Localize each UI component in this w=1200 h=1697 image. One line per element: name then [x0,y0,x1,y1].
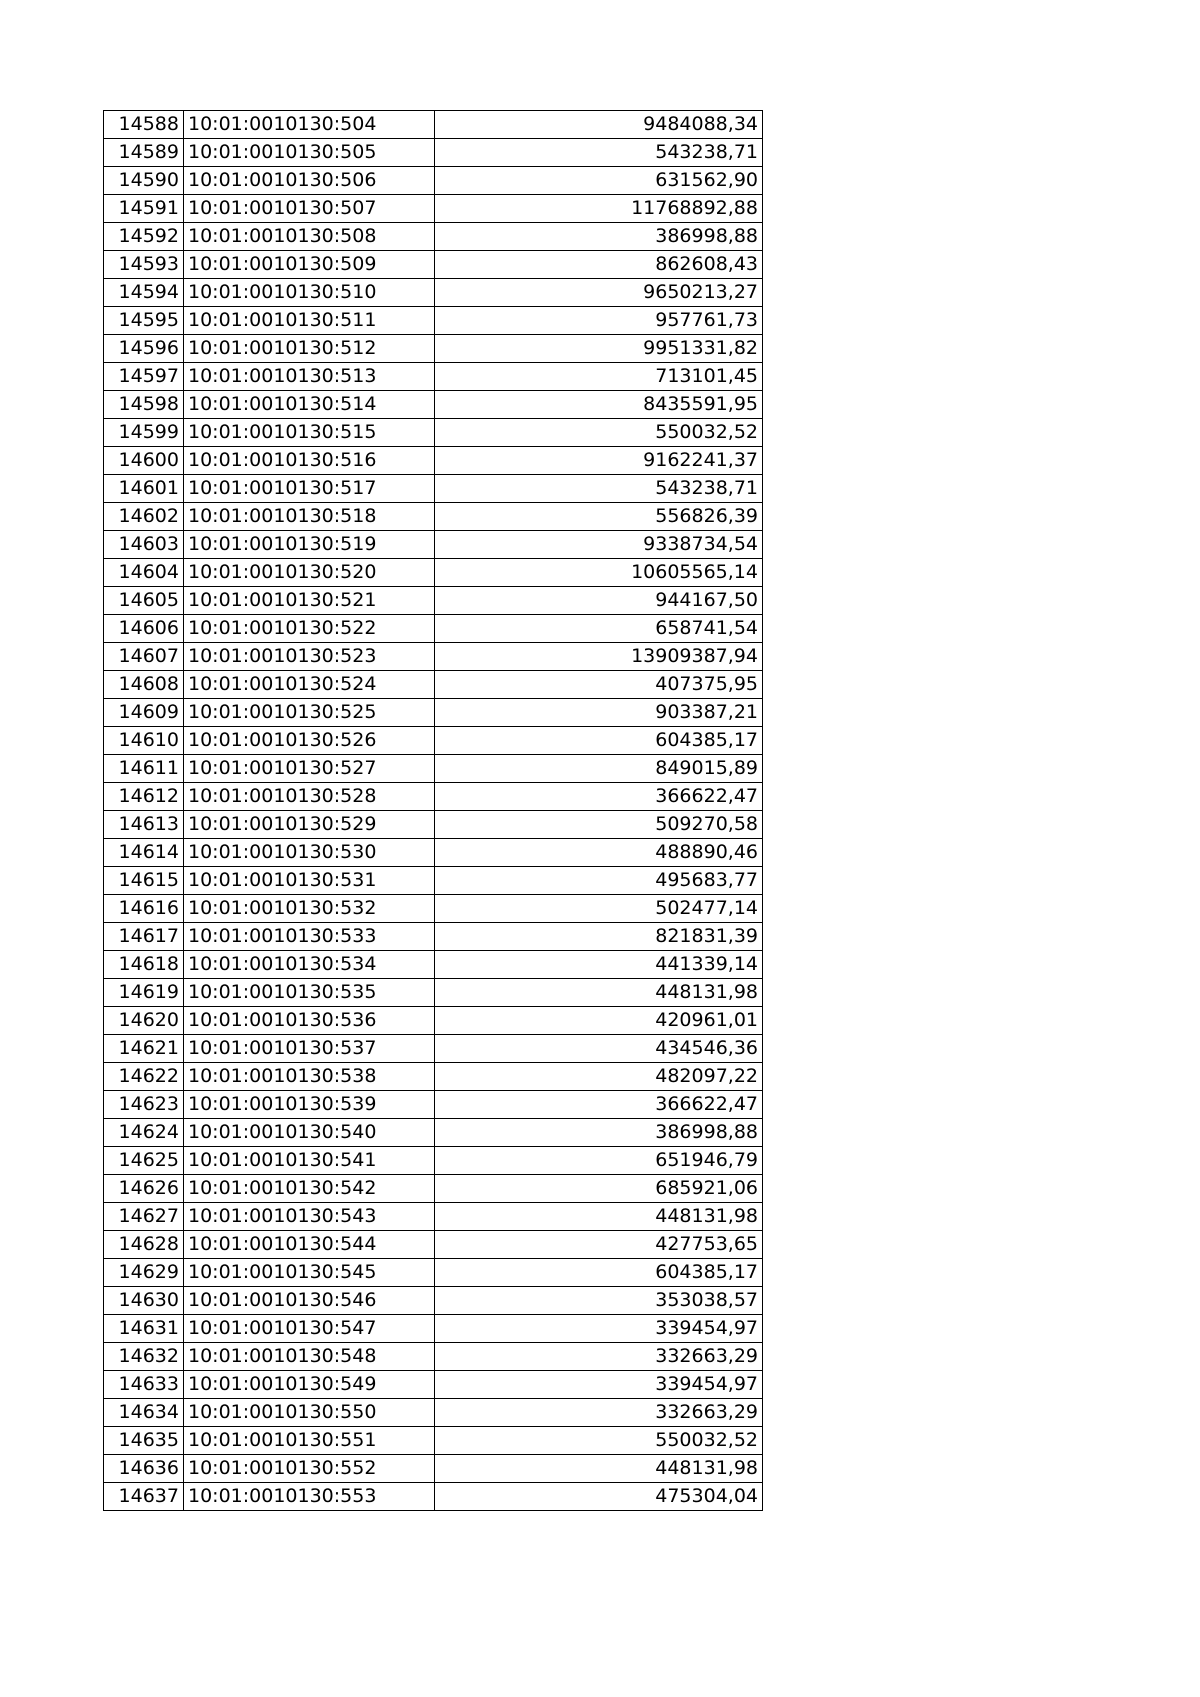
row-number-cell: 14636 [104,1455,184,1483]
table-row [104,979,763,1007]
row-number-cell: 14626 [104,1175,184,1203]
cadastral-number-cell: 10:01:0010130:538 [184,1063,435,1091]
table-body [104,111,763,1511]
value-cell: 407375,95 [435,671,763,699]
value-cell: 604385,17 [435,727,763,755]
row-number-cell: 14630 [104,1287,184,1315]
cadastral-number-cell: 10:01:0010130:532 [184,895,435,923]
cadastral-number-cell: 10:01:0010130:509 [184,251,435,279]
value-cell: 475304,04 [435,1483,763,1511]
row-number-cell: 14623 [104,1091,184,1119]
table-row [104,1203,763,1231]
cadastral-number-cell: 10:01:0010130:507 [184,195,435,223]
cadastral-number-cell: 10:01:0010130:516 [184,447,435,475]
value-cell: 332663,29 [435,1343,763,1371]
cadastral-number-cell: 10:01:0010130:551 [184,1427,435,1455]
cadastral-number-cell: 10:01:0010130:546 [184,1287,435,1315]
cadastral-number-cell: 10:01:0010130:539 [184,1091,435,1119]
row-number-cell: 14621 [104,1035,184,1063]
table-row [104,727,763,755]
row-number-cell: 14599 [104,419,184,447]
cadastral-number-cell: 10:01:0010130:545 [184,1259,435,1287]
cadastral-number-cell: 10:01:0010130:527 [184,755,435,783]
table-row [104,475,763,503]
table-row [104,391,763,419]
value-cell: 543238,71 [435,139,763,167]
cadastral-number-cell: 10:01:0010130:510 [184,279,435,307]
table-row [104,587,763,615]
row-number-cell: 14600 [104,447,184,475]
cadastral-number-cell: 10:01:0010130:517 [184,475,435,503]
table-row [104,643,763,671]
table-row [104,447,763,475]
row-number-cell: 14589 [104,139,184,167]
row-number-cell: 14632 [104,1343,184,1371]
row-number-cell: 14591 [104,195,184,223]
row-number-cell: 14610 [104,727,184,755]
table-row [104,783,763,811]
value-cell: 821831,39 [435,923,763,951]
row-number-cell: 14597 [104,363,184,391]
row-number-cell: 14602 [104,503,184,531]
cadastral-number-cell: 10:01:0010130:514 [184,391,435,419]
row-number-cell: 14634 [104,1399,184,1427]
value-cell: 957761,73 [435,307,763,335]
cadastral-number-cell: 10:01:0010130:533 [184,923,435,951]
value-cell: 495683,77 [435,867,763,895]
row-number-cell: 14595 [104,307,184,335]
row-number-cell: 14616 [104,895,184,923]
row-number-cell: 14604 [104,559,184,587]
row-number-cell: 14618 [104,951,184,979]
value-cell: 366622,47 [435,1091,763,1119]
value-cell: 651946,79 [435,1147,763,1175]
value-cell: 488890,46 [435,839,763,867]
table-row [104,559,763,587]
cadastral-number-cell: 10:01:0010130:536 [184,1007,435,1035]
table-row [104,139,763,167]
cadastral-number-cell: 10:01:0010130:553 [184,1483,435,1511]
row-number-cell: 14607 [104,643,184,671]
value-cell: 9650213,27 [435,279,763,307]
table-row [104,1007,763,1035]
row-number-cell: 14594 [104,279,184,307]
cadastral-number-cell: 10:01:0010130:547 [184,1315,435,1343]
value-cell: 9338734,54 [435,531,763,559]
value-cell: 550032,52 [435,1427,763,1455]
table-row [104,1371,763,1399]
value-cell: 386998,88 [435,223,763,251]
cadastral-number-cell: 10:01:0010130:537 [184,1035,435,1063]
table-row [104,1259,763,1287]
table-row [104,1147,763,1175]
row-number-cell: 14619 [104,979,184,1007]
cadastral-number-cell: 10:01:0010130:523 [184,643,435,671]
value-cell: 420961,01 [435,1007,763,1035]
cadastral-number-cell: 10:01:0010130:531 [184,867,435,895]
table-row [104,671,763,699]
cadastral-number-cell: 10:01:0010130:518 [184,503,435,531]
cadastral-number-cell: 10:01:0010130:512 [184,335,435,363]
cadastral-number-cell: 10:01:0010130:511 [184,307,435,335]
row-number-cell: 14615 [104,867,184,895]
table-row [104,195,763,223]
value-cell: 903387,21 [435,699,763,727]
value-cell: 448131,98 [435,1203,763,1231]
value-cell: 332663,29 [435,1399,763,1427]
cadastral-number-cell: 10:01:0010130:506 [184,167,435,195]
row-number-cell: 14617 [104,923,184,951]
value-cell: 944167,50 [435,587,763,615]
cadastral-number-cell: 10:01:0010130:528 [184,783,435,811]
row-number-cell: 14637 [104,1483,184,1511]
value-cell: 339454,97 [435,1371,763,1399]
value-cell: 9484088,34 [435,111,763,139]
table-row [104,419,763,447]
table-row [104,1399,763,1427]
row-number-cell: 14609 [104,699,184,727]
cadastral-number-cell: 10:01:0010130:535 [184,979,435,1007]
value-cell: 631562,90 [435,167,763,195]
cadastral-number-cell: 10:01:0010130:520 [184,559,435,587]
cadastral-number-cell: 10:01:0010130:542 [184,1175,435,1203]
value-cell: 353038,57 [435,1287,763,1315]
table-row [104,307,763,335]
table-row [104,1427,763,1455]
cadastral-number-cell: 10:01:0010130:508 [184,223,435,251]
table-row [104,279,763,307]
table-row [104,1091,763,1119]
cadastral-number-cell: 10:01:0010130:540 [184,1119,435,1147]
table-row [104,1455,763,1483]
value-cell: 448131,98 [435,979,763,1007]
row-number-cell: 14622 [104,1063,184,1091]
table-row [104,167,763,195]
row-number-cell: 14601 [104,475,184,503]
table-row [104,1343,763,1371]
table-row [104,951,763,979]
cadastral-number-cell: 10:01:0010130:544 [184,1231,435,1259]
row-number-cell: 14629 [104,1259,184,1287]
row-number-cell: 14624 [104,1119,184,1147]
table-row [104,1315,763,1343]
table-row [104,895,763,923]
row-number-cell: 14628 [104,1231,184,1259]
row-number-cell: 14613 [104,811,184,839]
row-number-cell: 14635 [104,1427,184,1455]
cadastral-number-cell: 10:01:0010130:549 [184,1371,435,1399]
value-cell: 366622,47 [435,783,763,811]
value-cell: 13909387,94 [435,643,763,671]
cadastral-number-cell: 10:01:0010130:530 [184,839,435,867]
table-row [104,867,763,895]
table-row [104,503,763,531]
value-cell: 849015,89 [435,755,763,783]
cadastral-number-cell: 10:01:0010130:550 [184,1399,435,1427]
cadastral-number-cell: 10:01:0010130:525 [184,699,435,727]
value-cell: 8435591,95 [435,391,763,419]
table-row [104,839,763,867]
table-row [104,1035,763,1063]
table-row [104,1231,763,1259]
cadastral-number-cell: 10:01:0010130:552 [184,1455,435,1483]
value-cell: 434546,36 [435,1035,763,1063]
table-row [104,923,763,951]
row-number-cell: 14590 [104,167,184,195]
row-number-cell: 14598 [104,391,184,419]
row-number-cell: 14608 [104,671,184,699]
row-number-cell: 14593 [104,251,184,279]
cadastral-number-cell: 10:01:0010130:534 [184,951,435,979]
table-row [104,531,763,559]
cadastral-number-cell: 10:01:0010130:526 [184,727,435,755]
row-number-cell: 14592 [104,223,184,251]
row-number-cell: 14625 [104,1147,184,1175]
value-cell: 11768892,88 [435,195,763,223]
table-row [104,615,763,643]
value-cell: 862608,43 [435,251,763,279]
table-row [104,1063,763,1091]
cadastral-number-cell: 10:01:0010130:519 [184,531,435,559]
row-number-cell: 14627 [104,1203,184,1231]
value-cell: 386998,88 [435,1119,763,1147]
row-number-cell: 14596 [104,335,184,363]
row-number-cell: 14620 [104,1007,184,1035]
cadastral-number-cell: 10:01:0010130:548 [184,1343,435,1371]
cadastral-number-cell: 10:01:0010130:541 [184,1147,435,1175]
cadastral-number-cell: 10:01:0010130:504 [184,111,435,139]
table-row [104,335,763,363]
cadastral-number-cell: 10:01:0010130:515 [184,419,435,447]
row-number-cell: 14605 [104,587,184,615]
table-row [104,1119,763,1147]
row-number-cell: 14611 [104,755,184,783]
value-cell: 9162241,37 [435,447,763,475]
value-cell: 502477,14 [435,895,763,923]
table-row [104,111,763,139]
row-number-cell: 14603 [104,531,184,559]
value-cell: 482097,22 [435,1063,763,1091]
table-row [104,699,763,727]
cadastral-value-table [103,110,763,1511]
table-row [104,811,763,839]
table-row [104,363,763,391]
value-cell: 339454,97 [435,1315,763,1343]
row-number-cell: 14606 [104,615,184,643]
value-cell: 9951331,82 [435,335,763,363]
value-cell: 713101,45 [435,363,763,391]
cadastral-number-cell: 10:01:0010130:521 [184,587,435,615]
value-cell: 550032,52 [435,419,763,447]
value-cell: 556826,39 [435,503,763,531]
row-number-cell: 14631 [104,1315,184,1343]
cadastral-number-cell: 10:01:0010130:543 [184,1203,435,1231]
value-cell: 441339,14 [435,951,763,979]
cadastral-number-cell: 10:01:0010130:524 [184,671,435,699]
table-row [104,1287,763,1315]
value-cell: 509270,58 [435,811,763,839]
value-cell: 448131,98 [435,1455,763,1483]
value-cell: 658741,54 [435,615,763,643]
value-cell: 10605565,14 [435,559,763,587]
row-number-cell: 14588 [104,111,184,139]
cadastral-number-cell: 10:01:0010130:505 [184,139,435,167]
row-number-cell: 14633 [104,1371,184,1399]
cadastral-number-cell: 10:01:0010130:529 [184,811,435,839]
row-number-cell: 14612 [104,783,184,811]
value-cell: 543238,71 [435,475,763,503]
table-row [104,251,763,279]
table-row [104,755,763,783]
table-row [104,223,763,251]
row-number-cell: 14614 [104,839,184,867]
table-row [104,1175,763,1203]
table-row [104,1483,763,1511]
cadastral-number-cell: 10:01:0010130:522 [184,615,435,643]
value-cell: 604385,17 [435,1259,763,1287]
value-cell: 685921,06 [435,1175,763,1203]
value-cell: 427753,65 [435,1231,763,1259]
cadastral-number-cell: 10:01:0010130:513 [184,363,435,391]
